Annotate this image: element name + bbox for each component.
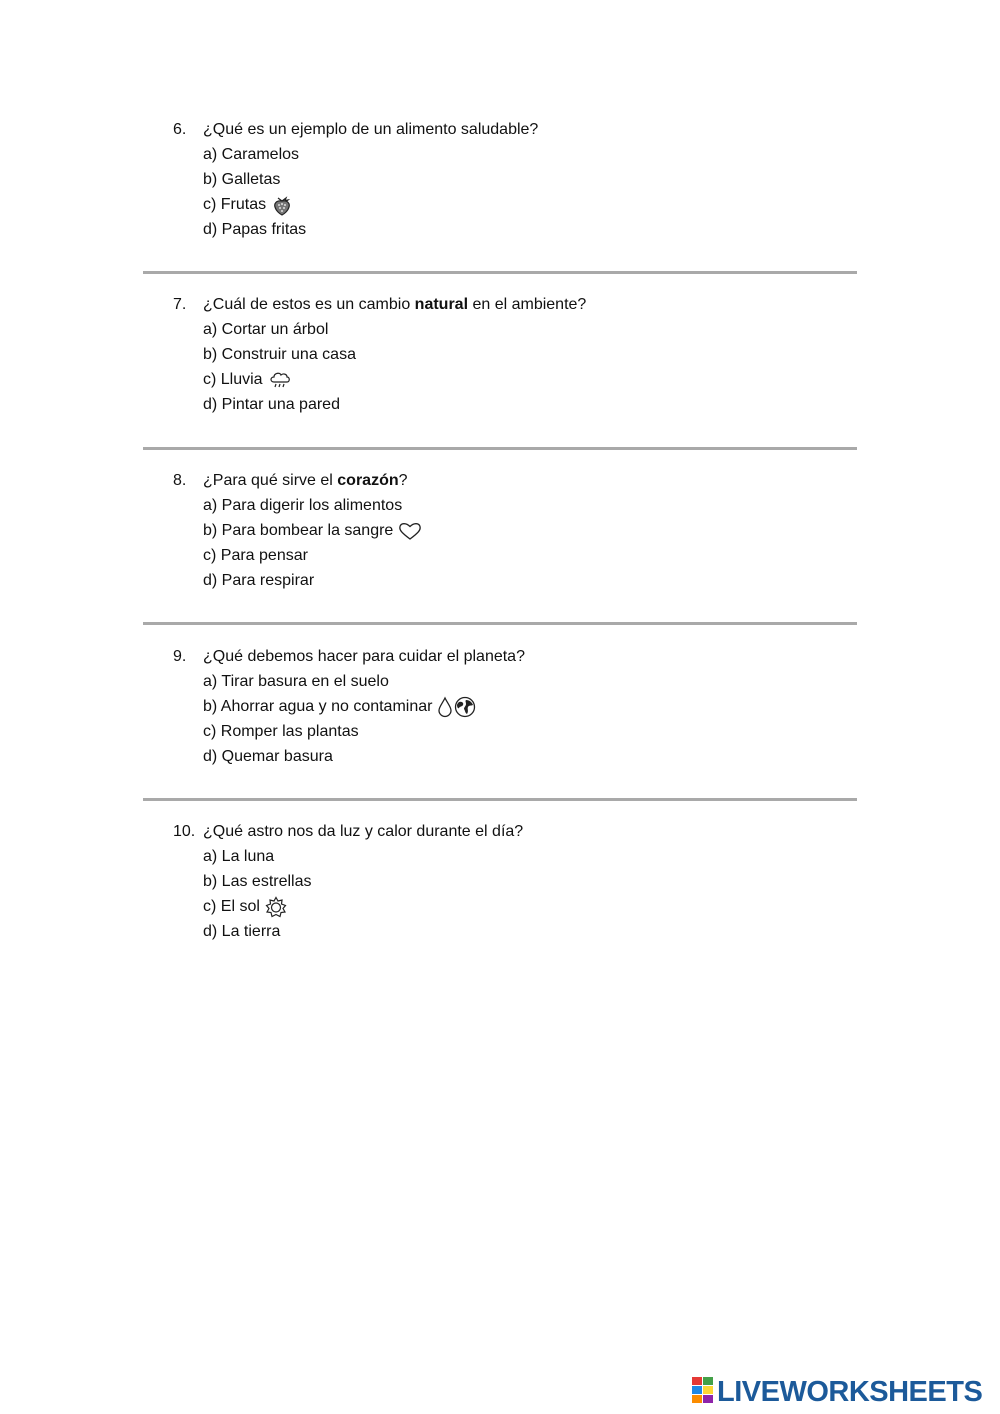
water-drop-icon: [437, 696, 453, 718]
divider: [143, 447, 857, 450]
option-c[interactable]: c) Para pensar: [203, 547, 308, 564]
option-d[interactable]: d) Quemar basura: [203, 748, 333, 765]
bold-keyword: corazón: [337, 472, 399, 489]
question-9: [173, 645, 873, 770]
question-6: [173, 118, 873, 243]
question-text: ¿Qué debemos hacer para cuidar el planeta?: [203, 648, 525, 665]
question-text: ¿Cuál de estos es un cambio natural en el ambiente?: [203, 296, 587, 313]
option-a[interactable]: a) Caramelos: [203, 146, 300, 163]
question-text: ¿Para qué sirve el corazón?: [203, 472, 408, 489]
option-c[interactable]: c) Frutas: [203, 193, 873, 217]
strawberry-icon: [271, 194, 293, 216]
option-c[interactable]: c) El sol: [203, 895, 873, 919]
option-a[interactable]: a) Para digerir los alimentos: [203, 497, 403, 514]
question-10: [173, 820, 873, 945]
brand-name: LIVEWORKSHEETS: [717, 1376, 983, 1408]
option-d[interactable]: d) La tierra: [203, 923, 281, 940]
bold-keyword: natural: [414, 296, 469, 313]
question-7: [173, 293, 873, 418]
option-b[interactable]: b) Las estrellas: [203, 873, 312, 890]
option-b[interactable]: b) Para bombear la sangre: [203, 519, 873, 543]
question-text: ¿Qué astro nos da luz y calor durante el día?: [203, 823, 524, 840]
question-8: [173, 469, 873, 594]
question-6-line: [173, 118, 873, 142]
option-d[interactable]: d) Pintar una pared: [203, 396, 340, 413]
option-a[interactable]: a) Tirar basura en el suelo: [203, 673, 389, 690]
question-10-line: [173, 820, 873, 844]
option-a[interactable]: a) La luna: [203, 848, 275, 865]
heart-icon: [398, 521, 422, 541]
option-c[interactable]: c) Romper las plantas: [203, 723, 359, 740]
question-number: 10.: [173, 823, 196, 840]
option-b[interactable]: b) Galletas: [203, 171, 281, 188]
question-7-line: [173, 293, 873, 317]
rain-cloud-icon: [268, 370, 292, 390]
question-number: 8.: [173, 472, 187, 489]
globe-icon: [454, 696, 476, 718]
liveworksheets-logo: [692, 1376, 982, 1409]
question-8-line: [173, 469, 873, 493]
option-a[interactable]: a) Cortar un árbol: [203, 321, 329, 338]
question-number: 6.: [173, 121, 187, 138]
option-b[interactable]: b) Ahorrar agua y no contaminar: [203, 695, 873, 719]
divider: [143, 798, 857, 801]
question-9-line: [173, 645, 873, 669]
question-number: 7.: [173, 296, 187, 313]
option-c[interactable]: c) Lluvia: [203, 368, 873, 392]
question-number: 9.: [173, 648, 187, 665]
divider: [143, 271, 857, 274]
option-b[interactable]: b) Construir una casa: [203, 346, 356, 363]
sun-icon: [265, 896, 287, 918]
question-text: ¿Qué es un ejemplo de un alimento saludable?: [203, 121, 539, 138]
option-d[interactable]: d) Papas fritas: [203, 221, 307, 238]
divider: [143, 622, 857, 625]
option-d[interactable]: d) Para respirar: [203, 572, 315, 589]
logo-blocks-icon: [692, 1377, 714, 1408]
